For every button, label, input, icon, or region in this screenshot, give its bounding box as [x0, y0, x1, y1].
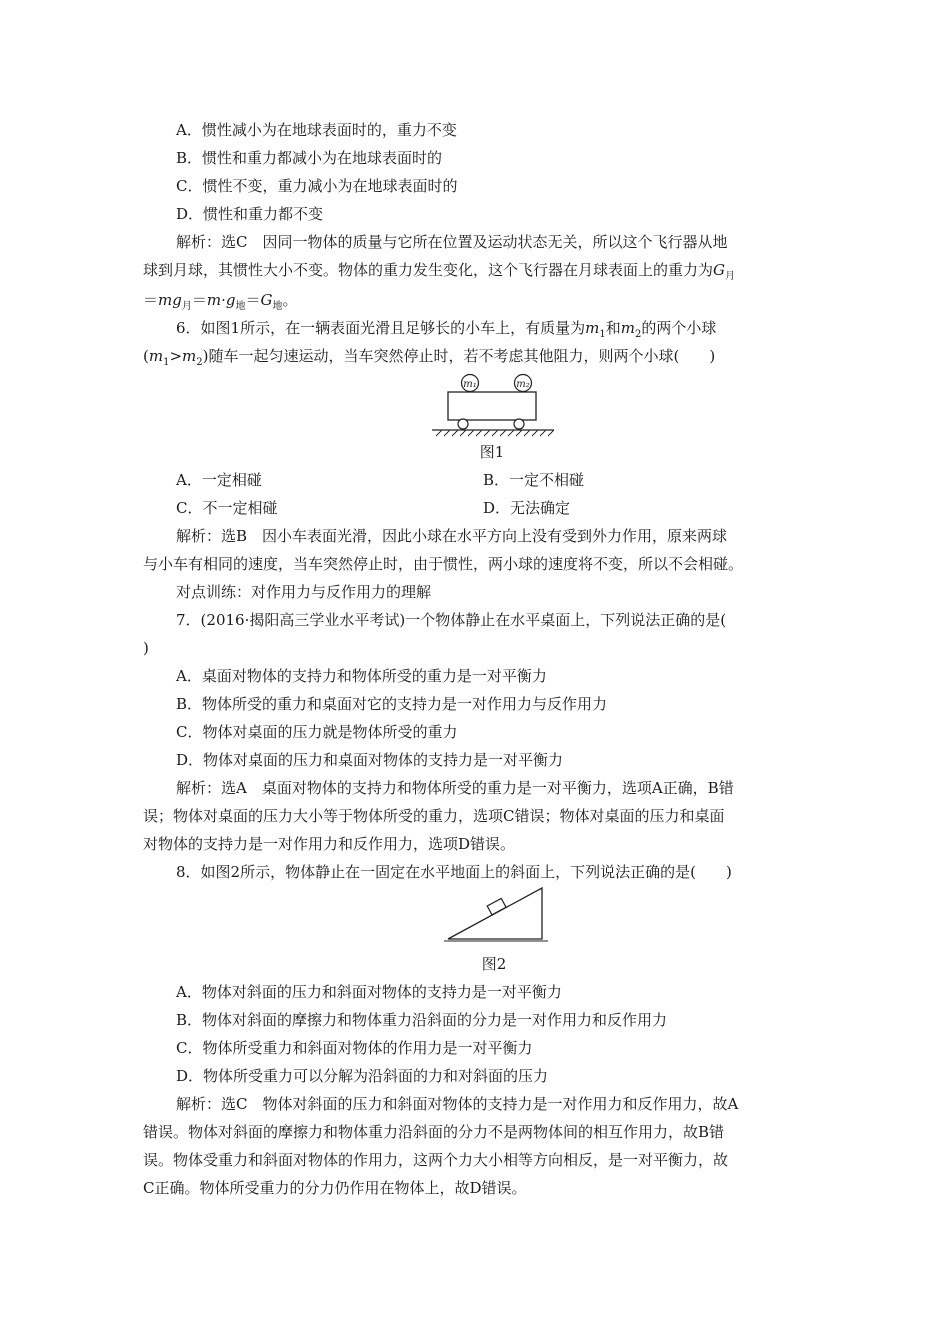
cart-wheel-left	[458, 419, 468, 429]
figure-2-caption: 图2	[481, 955, 507, 973]
q8-explanation-line-4: C正确。物体所受重力的分力仍作用在物体上，故D错误。	[143, 1179, 527, 1197]
q5-option-c: C．惯性不变，重力减小为在地球表面时的	[176, 177, 458, 195]
cart-wheel-right	[514, 419, 524, 429]
q7-option-c: C．物体对桌面的压力就是物体所受的重力	[176, 723, 458, 741]
q8-option-d: D．物体所受重力可以分解为沿斜面的力和对斜面的压力	[176, 1067, 549, 1085]
cart-body	[448, 392, 536, 420]
ball-m1	[462, 375, 479, 392]
q8-explanation-line-1: 解析：选C 物体对斜面的压力和斜面对物体的支持力是一对作用力和反作用力，故A	[176, 1095, 739, 1113]
q7-stem-line-1: 7．(2016·揭阳高三学业水平考试)一个物体静止在水平桌面上，下列说法正确的是(	[176, 611, 727, 629]
q6-option-c: C．不一定相碰	[176, 499, 278, 517]
q6-explanation-line-2: 与小车有相同的速度，当车突然停止时，由于惯性，两小球的速度将不变，所以不会相碰。	[143, 555, 744, 573]
q7-explanation-line-2: 误；物体对桌面的压力大小等于物体所受的重力，选项C错误；物体对桌面的压力和桌面	[143, 807, 725, 825]
q7-option-b: B．物体所受的重力和桌面对它的支持力是一对作用力与反作用力	[176, 695, 608, 713]
q6-stem-line-2: $(m_1>m_2)$随车一起匀速运动，当车突然停止时，若不考虑其他阻力，则两个小球( )	[143, 347, 716, 368]
figure-1-caption: 图1	[479, 443, 505, 461]
section-heading: 对点训练：对作用力与反作用力的理解	[176, 583, 432, 601]
q5-option-a: A．惯性减小为在地球表面时的，重力不变	[176, 121, 457, 139]
q7-option-a: A．桌面对物体的支持力和物体所受的重力是一对平衡力	[176, 667, 547, 685]
ball-m2-label: m₂	[516, 379, 530, 390]
q5-option-b: B．惯性和重力都减小为在地球表面时的	[176, 149, 443, 167]
q6-option-b: B．一定不相碰	[483, 471, 585, 489]
q7-explanation-line-1: 解析：选A 桌面对物体的支持力和物体所受的重力是一对平衡力，选项A正确，B错	[176, 779, 734, 797]
ball-m1-label: m₁	[463, 379, 477, 390]
q8-option-a: A．物体对斜面的压力和斜面对物体的支持力是一对平衡力	[176, 983, 562, 1001]
q8-stem-line-1: 8．如图2所示，物体静止在一固定在水平地面上的斜面上，下列说法正确的是( )	[176, 863, 732, 881]
q5-explanation-line-1: 解析：选C 因同一物体的质量与它所在位置及运动状态无关，所以这个飞行器从地	[176, 233, 728, 251]
q6-option-d: D．无法确定	[483, 499, 571, 517]
q5-explanation-line-2: 球到月球，其惯性大小不变。物体的重力发生变化，这个飞行器在月球表面上的重力为$G_月$	[143, 261, 735, 282]
ground	[432, 430, 554, 436]
q8-explanation-line-3: 误。物体受重力和斜面对物体的作用力，这两个力大小相等方向相反，是一对平衡力，故	[143, 1151, 729, 1169]
q5-option-d: D．惯性和重力都不变	[176, 205, 324, 223]
q7-stem-line-2: )	[143, 639, 149, 657]
q7-explanation-line-3: 对物体的支持力是一对作用力和反作用力，选项D错误。	[143, 835, 516, 853]
q5-explanation-line-3: $=mg_月=m\cdot g_地=G_地$。	[143, 291, 298, 312]
figure-2-incline	[444, 884, 548, 946]
q8-explanation-line-2: 错误。物体对斜面的摩擦力和物体重力沿斜面的分力不是两物体间的相互作用力，故B错	[143, 1123, 725, 1141]
block	[487, 898, 506, 914]
q7-option-d: D．物体对桌面的压力和桌面对物体的支持力是一对平衡力	[176, 751, 564, 769]
q6-option-a: A．一定相碰	[176, 471, 262, 489]
q8-option-c: C．物体所受重力和斜面对物体的作用力是一对平衡力	[176, 1039, 533, 1057]
q6-stem-line-1: 6．如图1所示，在一辆表面光滑且足够长的小车上，有质量为$m_1$和$m_2$的两个小球	[176, 319, 717, 340]
ball-m2	[515, 375, 532, 392]
q6-explanation-line-1: 解析：选B 因小车表面光滑，因此小球在水平方向上没有受到外力作用，原来两球	[176, 527, 728, 545]
q8-option-b: B．物体对斜面的摩擦力和物体重力沿斜面的分力是一对作用力和反作用力	[176, 1011, 668, 1029]
figure-1-cart	[428, 370, 558, 440]
